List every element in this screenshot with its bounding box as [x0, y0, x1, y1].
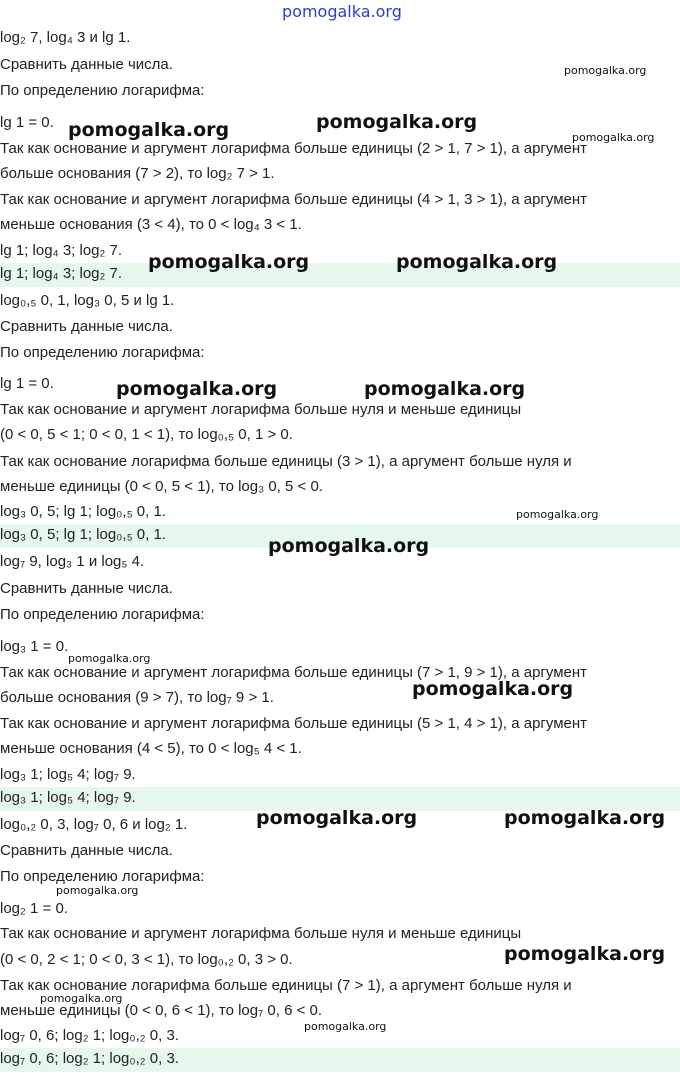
result-line: log₇ 0, 6; log₂ 1; log₀,₂ 0, 3.	[0, 1027, 179, 1044]
watermark: pomogalka.org	[268, 535, 430, 557]
explanation-line: меньше основания (4 < 5), то 0 < log₅ 4 < 1.	[0, 740, 302, 757]
watermark: pomogalka.org	[564, 64, 647, 77]
explanation-line: меньше единицы (0 < 0, 6 < 1), то log₇ 0, 6 < 0.	[0, 1002, 323, 1019]
watermark: pomogalka.org	[412, 678, 574, 700]
explanation-line: (0 < 0, 5 < 1; 0 < 0, 1 < 1), то log₀,₅ 0, 1 > 0.	[0, 426, 293, 443]
watermark: pomogalka.org	[304, 1020, 387, 1033]
answer-line: log₃ 0, 5; lg 1; log₀,₅ 0, 1.	[0, 524, 680, 548]
task-text: Сравнить данные числа.	[0, 842, 173, 859]
result-line: log₃ 0, 5; lg 1; log₀,₅ 0, 1.	[0, 503, 166, 520]
formula-line: lg 1 = 0.	[0, 375, 54, 392]
explanation-line: Так как основание логарифма больше единицы (3 > 1), а аргумент больше нуля и	[0, 453, 572, 470]
definition-text: По определению логарифма:	[0, 82, 205, 99]
watermark: pomogalka.org	[256, 807, 418, 829]
definition-text: По определению логарифма:	[0, 606, 205, 623]
formula-line: lg 1 = 0.	[0, 114, 54, 131]
watermark: pomogalka.org	[68, 119, 230, 141]
problem-3-statement: log₇ 9, log₃ 1 и log₅ 4.	[0, 553, 145, 570]
explanation-line: Так как основание и аргумент логарифма больше единицы (2 > 1, 7 > 1), а аргумент	[0, 140, 588, 157]
watermark: pomogalka.org	[40, 992, 123, 1005]
site-watermark: pomogalka.org	[282, 2, 402, 21]
problem-4-statement: log₀,₂ 0, 3, log₇ 0, 6 и log₂ 1.	[0, 816, 188, 833]
watermark: pomogalka.org	[56, 884, 139, 897]
task-text: Сравнить данные числа.	[0, 318, 173, 335]
explanation-line: (0 < 0, 2 < 1; 0 < 0, 3 < 1), то log₀,₂ 0, 3 > 0.	[0, 951, 293, 968]
definition-text: По определению логарифма:	[0, 868, 205, 885]
explanation-line: Так как основание и аргумент логарифма больше единицы (7 > 1, 9 > 1), а аргумент	[0, 664, 588, 681]
task-text: Сравнить данные числа.	[0, 56, 173, 73]
watermark: pomogalka.org	[396, 251, 558, 273]
watermark: pomogalka.org	[364, 378, 526, 400]
explanation-line: Так как основание и аргумент логарифма больше единицы (4 > 1, 3 > 1), а аргумент	[0, 191, 588, 208]
task-text: Сравнить данные числа.	[0, 580, 173, 597]
watermark: pomogalka.org	[68, 652, 151, 665]
answer-line: log₇ 0, 6; log₂ 1; log₀,₂ 0, 3.	[0, 1048, 680, 1072]
explanation-line: Так как основание и аргумент логарифма больше нуля и меньше единицы	[0, 925, 522, 942]
formula-line: log₃ 1 = 0.	[0, 638, 69, 655]
watermark: pomogalka.org	[504, 943, 666, 965]
definition-text: По определению логарифма:	[0, 344, 205, 361]
explanation-line: меньше единицы (0 < 0, 5 < 1), то log₃ 0, 5 < 0.	[0, 478, 323, 495]
result-line: log₃ 1; log₅ 4; log₇ 9.	[0, 766, 136, 783]
problem-1-statement: log₂ 7, log₄ 3 и lg 1.	[0, 29, 131, 46]
watermark: pomogalka.org	[116, 378, 278, 400]
watermark: pomogalka.org	[572, 131, 655, 144]
explanation-line: меньше основания (3 < 4), то 0 < log₄ 3 < 1.	[0, 216, 302, 233]
answer-line: log₃ 1; log₅ 4; log₇ 9.	[0, 787, 680, 811]
explanation-line: Так как основание и аргумент логарифма больше единицы (5 > 1, 4 > 1), а аргумент	[0, 715, 588, 732]
explanation-line: Так как основание и аргумент логарифма больше нуля и меньше единицы	[0, 401, 522, 418]
formula-line: log₂ 1 = 0.	[0, 900, 68, 917]
explanation-line: Так как основание логарифма больше единицы (7 > 1), а аргумент больше нуля и	[0, 977, 572, 994]
result-line: lg 1; log₄ 3; log₂ 7.	[0, 242, 123, 259]
watermark: pomogalka.org	[316, 111, 478, 133]
explanation-line: больше основания (7 > 2), то log₂ 7 > 1.	[0, 165, 275, 182]
explanation-line: больше основания (9 > 7), то log₇ 9 > 1.	[0, 689, 274, 706]
watermark: pomogalka.org	[504, 807, 666, 829]
answer-line: lg 1; log₄ 3; log₂ 7.	[0, 263, 680, 287]
watermark: pomogalka.org	[148, 251, 310, 273]
problem-2-statement: log₀,₅ 0, 1, log₃ 0, 5 и lg 1.	[0, 292, 175, 309]
watermark: pomogalka.org	[516, 508, 599, 521]
